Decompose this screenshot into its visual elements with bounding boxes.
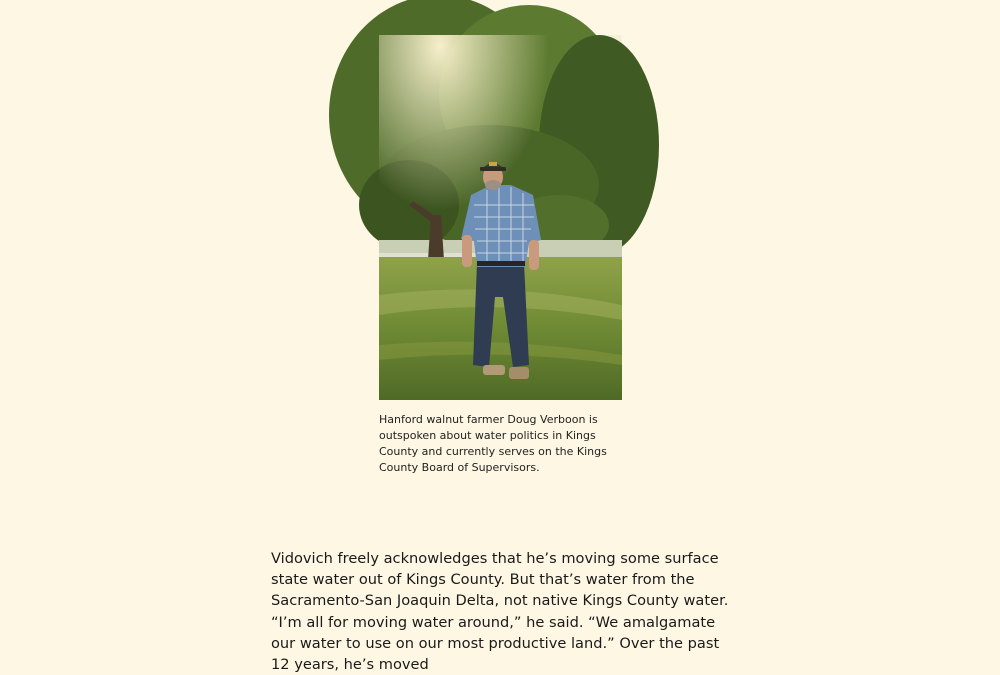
- farmer-portrait-photo: [379, 35, 622, 400]
- article-body: [271, 548, 741, 675]
- article-figure: [379, 35, 622, 476]
- photo-caption: Hanford walnut farmer Doug Verboon is outspoken about water politics in Kings County and currently serves on the Kings County Board of Supervisors.: [379, 413, 607, 474]
- article-paragraph: Vidovich freely acknowledges that he’s moving some surface state water out of Kings County. But that’s water from the Sacramento-San Joaquin Delta, not native Kings County water. “I’m all for moving water around,” he said. “We amalgamate our water to use on our most productive land.” Over the past 12 years, he’s moved: [271, 550, 729, 674]
